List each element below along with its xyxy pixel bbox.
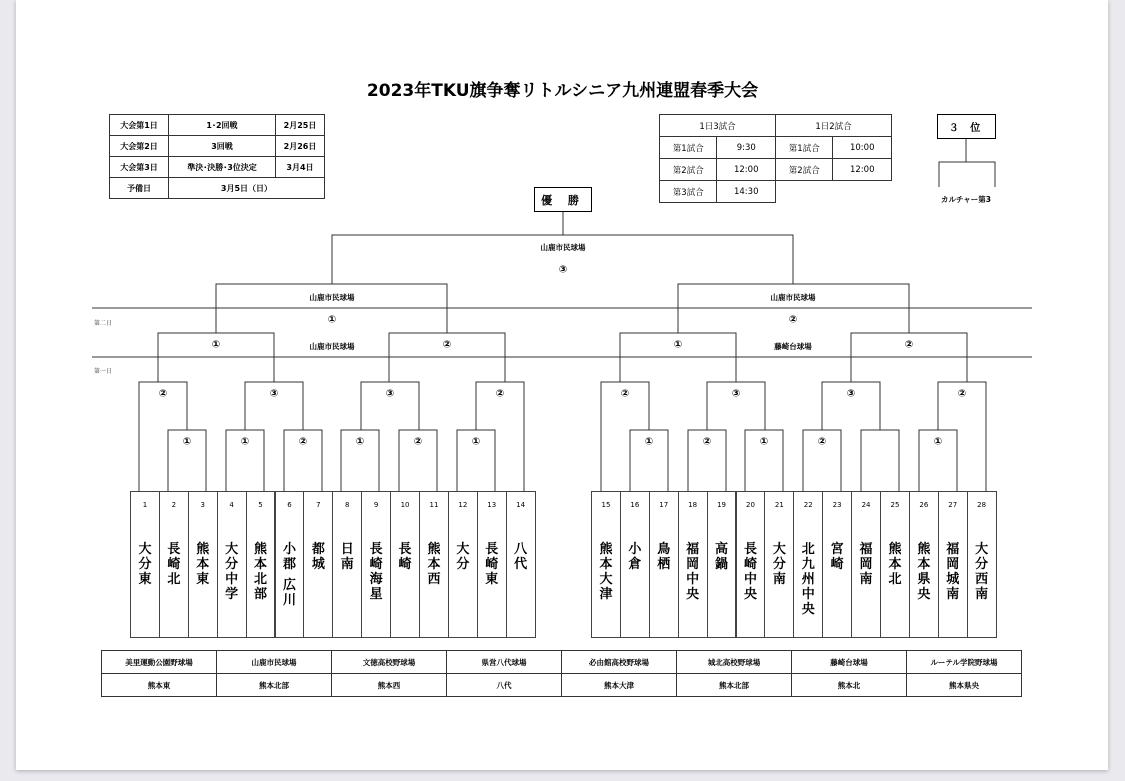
slot-time: 14:30 [717,181,776,203]
team-number: 15 [601,501,611,509]
team-name-char: 中 [801,587,815,602]
quarter-venue-left: 山鹿市民球場 [309,342,355,351]
final-game-number: ③ [558,264,568,276]
venue-host: 八代 [447,674,562,697]
team-number: 23 [832,501,842,509]
team-name [160,542,188,587]
team-name-char: 南 [859,572,873,587]
team-cell [591,491,621,638]
team-number: 26 [919,501,929,509]
team-name-char: 熊 [917,542,931,557]
team-cell [793,491,823,638]
quarter-game: ② [442,339,452,351]
team-cell [332,491,362,638]
team-name-char: 代 [514,557,528,572]
team-name-char: 崎 [398,557,412,572]
team-cell [130,491,160,638]
day-label-first: 第一日 [94,368,113,375]
round1-game: ① [759,436,769,448]
team-name-char: 中 [743,572,757,587]
team-cell [707,491,737,638]
team-name-char: 央 [743,587,757,602]
team-name-char: 崎 [167,557,181,572]
team-number: 18 [688,501,698,509]
team-name-char: 広 [282,578,296,593]
team-name-char: 本 [427,557,441,572]
round1-game: ② [817,436,827,448]
venue-name: ルーテル学院野球場 [907,651,1022,674]
team-name-char: 中 [686,572,700,587]
team-number: 5 [258,501,263,509]
round2-game: ③ [385,388,395,400]
team-name-char: 本 [599,557,613,572]
team-name-char: 本 [917,557,931,572]
team-number: 13 [487,501,497,509]
team-name-char: 分 [138,557,152,572]
team-name-char: 福 [859,542,873,557]
venue-name: 必由館高校野球場 [562,651,677,674]
team-name-char: 岡 [859,557,873,572]
team-cell [649,491,679,638]
team-name-char: 長 [743,542,757,557]
team-name [968,542,996,602]
team-number: 17 [659,501,669,509]
venue-name: 美里運動公園野球場 [102,651,217,674]
team-name-char: 東 [485,572,499,587]
venue-name: 県営八代球場 [447,651,562,674]
team-cell [275,491,305,638]
team-name-char: 東 [196,572,210,587]
round2-game: ③ [846,388,856,400]
venue-host: 熊本北 [792,674,907,697]
team-name-char: 分 [772,557,786,572]
team-name-char: 崎 [369,557,383,572]
team-cell [217,491,247,638]
schedule-day: 大会第1日 [110,115,169,136]
champion-box: 優 勝 [534,187,592,212]
team-name-char: 県 [917,572,931,587]
schedule-round: 準決･決勝･3位決定 [169,157,276,178]
team-name-char: 大 [225,542,239,557]
team-name-char: 都 [311,542,325,557]
team-name-char: 州 [801,572,815,587]
team-name-char: 本 [196,557,210,572]
team-cell [390,491,420,638]
team-name-char: 川 [282,593,296,608]
team-name-char: 東 [138,572,152,587]
team-name-char: 分 [225,557,239,572]
team-number: 21 [774,501,784,509]
team-number: 16 [630,501,640,509]
team-name [650,542,678,572]
team-name-char: 南 [340,557,354,572]
venues-table [101,650,1022,697]
team-cell [419,491,449,638]
team-name [852,542,880,587]
team-cell [477,491,507,638]
slot-label: 第1試合 [776,137,833,159]
team-number: 6 [287,501,292,509]
quarter-game: ② [904,339,914,351]
round1-game: ① [644,436,654,448]
team-name-char: 城 [946,572,960,587]
team-name [939,542,967,602]
day-label-second: 第二日 [94,320,113,327]
team-name [592,542,620,602]
team-name-char: 長 [369,542,383,557]
round2-game: ③ [731,388,741,400]
team-name [449,542,477,572]
slots-header-2games: 1日2試合 [776,115,892,137]
round1-game: ① [182,436,192,448]
semi-venue-left: 山鹿市民球場 [309,293,355,302]
team-name [304,542,332,572]
team-name-char: 熊 [254,542,268,557]
team-name-char: 北 [167,572,181,587]
team-name-char: 部 [254,587,268,602]
semi-venue-right: 山鹿市民球場 [770,293,816,302]
team-name-char: 南 [946,587,960,602]
team-cell [764,491,794,638]
round1-game: ① [471,436,481,448]
team-cell [909,491,939,638]
venue-host: 熊本北部 [217,674,332,697]
team-name [189,542,217,587]
slot-time: 9:30 [717,137,776,159]
team-name-char: 岡 [946,557,960,572]
venue-names-row [102,651,1022,674]
team-number: 11 [429,501,439,509]
team-cell [448,491,478,638]
team-number: 7 [316,501,321,509]
team-number: 10 [400,501,410,509]
team-name-char: 大 [599,572,613,587]
venue-host: 熊本大津 [562,674,677,697]
team-name-char: 北 [888,572,902,587]
third-place-box: ３ 位 [937,114,996,139]
round1-game: ① [933,436,943,448]
team-name-char: 小 [282,542,296,557]
slot-time: 12:00 [717,159,776,181]
team-cell [303,491,333,638]
team-name [621,542,649,572]
team-name-char: 小 [628,542,642,557]
team-number: 14 [516,501,526,509]
slot-label: 第2試合 [776,159,833,181]
team-name-char: 熊 [888,542,902,557]
slot-time: 12:00 [833,159,892,181]
venue-host: 熊本東 [102,674,217,697]
team-name-char: 分 [456,557,470,572]
team-cell [361,491,391,638]
team-name-char: 本 [254,557,268,572]
team-name-char: 栖 [657,557,671,572]
schedule-day: 予備日 [110,178,169,199]
semi-game-left: ① [327,314,337,326]
team-cell [159,491,189,638]
semi-game-right: ② [788,314,798,326]
schedule-date: 2月25日 [276,115,325,136]
round2-game: ② [158,388,168,400]
team-cell [506,491,536,638]
slots-header-3games: 1日3試合 [660,115,776,137]
team-name-char: 分 [975,557,989,572]
team-name-char: 星 [369,587,383,602]
round1-game: ① [240,436,250,448]
team-name-char: 央 [917,587,931,602]
team-name-char: 中 [225,572,239,587]
venue-host: 熊本西 [332,674,447,697]
team-name-char: 南 [975,587,989,602]
team-name [507,542,535,572]
team-name [881,542,909,587]
team-number: 12 [458,501,468,509]
team-name-char: 西 [975,572,989,587]
team-name [333,542,361,572]
team-name [362,542,390,602]
quarter-venue-right: 藤崎台球場 [774,342,812,351]
team-name [478,542,506,587]
team-name-char: 大 [456,542,470,557]
team-name-char: 郡 [282,557,296,572]
team-name-char: 崎 [485,557,499,572]
team-cell [188,491,218,638]
team-name-char: 長 [398,542,412,557]
team-name [131,542,159,587]
team-name [247,542,275,602]
team-cell [246,491,276,638]
third-place-venue: カルチャー第3 [941,195,991,204]
team-number: 2 [171,501,177,509]
round2-game: ③ [269,388,279,400]
round1-game: ① [355,436,365,448]
team-name-char: 崎 [830,557,844,572]
team-cell [851,491,881,638]
team-cell [938,491,968,638]
team-name-char: 鍋 [715,557,729,572]
team-name-char: 鳥 [657,542,671,557]
tournament-title: 2023年TKU旗争奪リトルシニア九州連盟春季大会 [366,81,759,101]
team-cell [880,491,910,638]
team-number: 25 [890,501,900,509]
team-name-char: 熊 [196,542,210,557]
venue-host: 熊本北部 [677,674,792,697]
team-name-char: 大 [772,542,786,557]
team-cell [967,491,997,638]
venue-name: 山鹿市民球場 [217,651,332,674]
team-number: 24 [861,501,871,509]
schedule-round: 1･2回戦 [169,115,276,136]
venue-host: 熊本県央 [907,674,1022,697]
slot-label: 第1試合 [660,137,717,159]
team-number: 27 [948,501,958,509]
team-name [679,542,707,602]
round2-game: ② [957,388,967,400]
team-name-char: 岡 [686,557,700,572]
team-name [910,542,938,602]
team-name-char: 南 [772,572,786,587]
team-name-char: 西 [427,572,441,587]
team-cell [736,491,766,638]
venue-hosts-row [102,674,1022,697]
schedule-reserve-date: 3月5日（日） [169,178,325,199]
team-name-char: 学 [225,587,239,602]
venue-name: 藤崎台球場 [792,651,907,674]
team-name [218,542,246,602]
team-name [765,542,793,587]
slot-label: 第3試合 [660,181,717,203]
team-name-char: 本 [888,557,902,572]
schedule-date: 2月26日 [276,136,325,157]
team-name [823,542,851,572]
team-cell [822,491,852,638]
schedule-date: 3月4日 [276,157,325,178]
team-number: 22 [803,501,813,509]
team-number: 4 [229,501,234,509]
team-name-char: 海 [369,572,383,587]
team-number: 1 [142,501,148,509]
team-name-char: 八 [514,542,528,557]
team-name-char: 央 [801,602,815,617]
quarter-game: ① [211,339,221,351]
team-name-char: 日 [340,542,354,557]
schedule-day: 大会第2日 [110,136,169,157]
team-name-char: 長 [485,542,499,557]
slot-label: 第2試合 [660,159,717,181]
round2-game: ② [495,388,505,400]
team-name-char: 北 [254,572,268,587]
team-name-char: 長 [167,542,181,557]
team-name [276,542,304,608]
round1-game: ② [413,436,423,448]
team-name-char: 九 [801,557,815,572]
venue-name: 城北高校野球場 [677,651,792,674]
team-name-char: 福 [686,542,700,557]
team-number: 9 [373,501,379,509]
team-number: 8 [345,501,350,509]
team-name-char: 城 [311,557,325,572]
team-cell [678,491,708,638]
team-number: 20 [745,501,755,509]
team-name [737,542,765,602]
team-number: 28 [977,501,987,509]
team-name [391,542,419,572]
team-name-char: 津 [599,587,613,602]
team-name-char: 高 [715,542,729,557]
team-name-char: 熊 [427,542,441,557]
team-name-char: 福 [946,542,960,557]
team-number: 19 [717,501,726,509]
team-name [794,542,822,617]
team-name-char: 大 [138,542,152,557]
team-cell [620,491,650,638]
team-name-char: 倉 [628,557,642,572]
team-number: 3 [200,501,205,509]
schedule-day: 大会第3日 [110,157,169,178]
team-name-char: 北 [801,542,815,557]
team-name [708,542,736,572]
team-name-char: 央 [686,587,700,602]
venue-name: 文徳高校野球場 [332,651,447,674]
team-name [420,542,448,587]
slot-time: 10:00 [833,137,892,159]
round1-game: ② [298,436,308,448]
team-name-char: 崎 [743,557,757,572]
team-name-char: 大 [975,542,989,557]
team-name-char: 宮 [830,542,844,557]
quarter-game: ① [673,339,683,351]
schedule-round: 3回戦 [169,136,276,157]
final-venue: 山鹿市民球場 [540,243,586,252]
round1-game: ② [702,436,712,448]
round2-game: ② [620,388,630,400]
team-name-char: 熊 [599,542,613,557]
